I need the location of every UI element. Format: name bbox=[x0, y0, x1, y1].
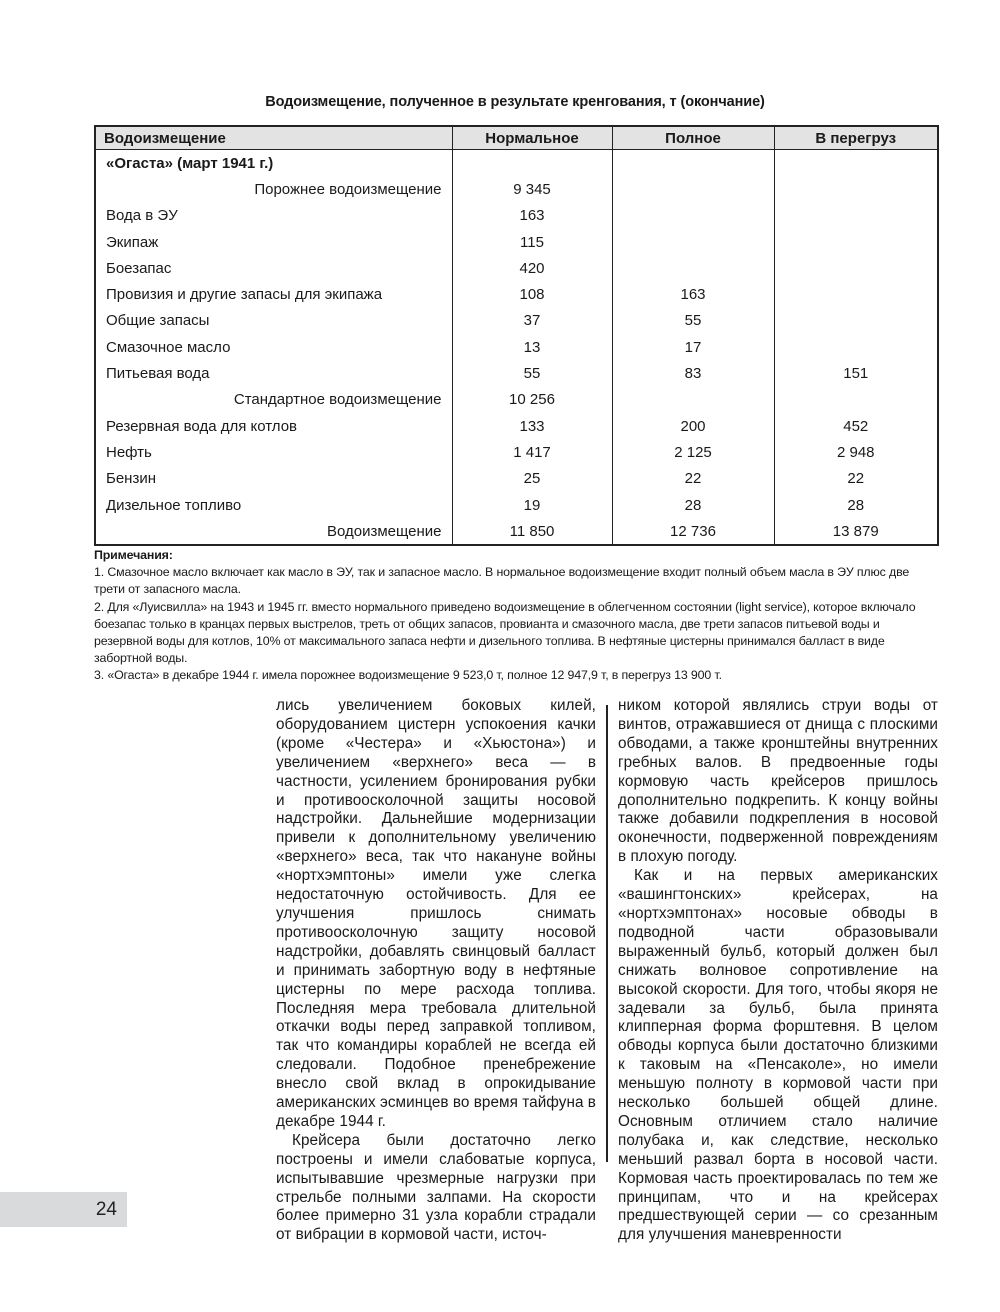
table-row bbox=[95, 439, 938, 465]
table-row bbox=[95, 281, 938, 307]
table-row bbox=[95, 518, 938, 545]
table-header-row bbox=[95, 126, 938, 150]
full-value bbox=[612, 229, 774, 255]
table-row bbox=[95, 176, 938, 202]
notes-title: Примечания: bbox=[94, 548, 173, 562]
column-header-full: Полное bbox=[612, 126, 774, 150]
note-item: 3. «Огаста» в декабре 1944 г. имела порожнее водоизмещение 9 523,0 т, полное 12 947,9 т, в перегруз 13 900 т. bbox=[94, 668, 722, 683]
displacement-table bbox=[94, 125, 939, 546]
overload-value bbox=[774, 176, 938, 202]
body-column-left bbox=[276, 697, 596, 1245]
page-number: 24 bbox=[95, 1199, 117, 1220]
column-header-displacement: Водоизмещение bbox=[95, 126, 452, 150]
notes-block bbox=[94, 547, 939, 685]
row-label: Экипаж bbox=[106, 233, 159, 251]
table-row bbox=[95, 255, 938, 281]
normal-value: 11 850 bbox=[452, 518, 612, 545]
page-number-tab bbox=[0, 1192, 127, 1227]
table-body bbox=[95, 150, 938, 546]
overload-value bbox=[774, 334, 938, 360]
normal-value: 9 345 bbox=[452, 176, 612, 202]
full-value: 200 bbox=[612, 413, 774, 439]
note-item: 1. Смазочное масло включает как масло в ЭУ, так и запасное масло. В нормальное водоизмещение входит полный объем масла в ЭУ плюс две трети от запасного масла. bbox=[94, 565, 910, 597]
normal-value: 1 417 bbox=[452, 439, 612, 465]
overload-value bbox=[774, 308, 938, 334]
body-column-right bbox=[618, 697, 938, 1245]
full-value: 12 736 bbox=[612, 518, 774, 545]
full-value: 55 bbox=[612, 308, 774, 334]
table-row bbox=[95, 492, 938, 518]
overload-value bbox=[774, 255, 938, 281]
full-value: 163 bbox=[612, 281, 774, 307]
overload-value bbox=[774, 387, 938, 413]
row-label: Общие запасы bbox=[106, 312, 210, 330]
normal-value: 13 bbox=[452, 334, 612, 360]
normal-value: 37 bbox=[452, 308, 612, 334]
table-row bbox=[95, 413, 938, 439]
overload-value: 13 879 bbox=[774, 518, 938, 545]
table-row bbox=[95, 203, 938, 229]
table-row bbox=[95, 229, 938, 255]
row-label: Смазочное масло bbox=[106, 338, 231, 356]
full-value: 28 bbox=[612, 492, 774, 518]
table-row bbox=[95, 360, 938, 386]
row-label: Провизия и другие запасы для экипажа bbox=[106, 286, 383, 304]
table-row bbox=[95, 387, 938, 413]
full-value bbox=[612, 387, 774, 413]
normal-value: 19 bbox=[452, 492, 612, 518]
column-divider bbox=[606, 705, 608, 1162]
overload-value bbox=[774, 229, 938, 255]
table-row bbox=[95, 334, 938, 360]
row-label: Вода в ЭУ bbox=[106, 207, 178, 225]
overload-value: 28 bbox=[774, 492, 938, 518]
overload-value: 151 bbox=[774, 360, 938, 386]
normal-value bbox=[452, 150, 612, 177]
paragraph: Как и на первых американских «вашингтонских» крейсерах, на «нортхэмптонах» носовые обводы в подводной части образовывали выраженный бульб, который должен был снижать волновое сопротивление на высокой скорости. Для того, чтобы якоря не задевали за бульб, была принята клипперная форма форштевня. В целом обводы корпуса были достаточно близкими к таковым на «Пенсаколе», но имели меньшую полноту в кормовой части при несколько большей общей длине. Основным отличием стало наличие полубака и, как следствие, несколько меньший развал борта в носовой части. Кормовая часть проектировалась по тем же принципам, что и на крейсерах предшествующей серии — со срезанным для улучшения маневренности bbox=[618, 867, 938, 1244]
row-label: Порожнее водоизмещение bbox=[254, 180, 442, 198]
full-value: 22 bbox=[612, 466, 774, 492]
table-row bbox=[95, 150, 938, 177]
normal-value: 25 bbox=[452, 466, 612, 492]
overload-value: 2 948 bbox=[774, 439, 938, 465]
row-label: Нефть bbox=[106, 443, 152, 461]
normal-value: 55 bbox=[452, 360, 612, 386]
row-label: Стандартное водоизмещение bbox=[233, 391, 442, 409]
full-value: 17 bbox=[612, 334, 774, 360]
full-value bbox=[612, 176, 774, 202]
row-label: Резервная вода для котлов bbox=[106, 417, 298, 435]
table-row bbox=[95, 308, 938, 334]
full-value bbox=[612, 150, 774, 177]
column-header-overload: В перегруз bbox=[774, 126, 938, 150]
row-label: Дизельное топливо bbox=[106, 496, 242, 514]
normal-value: 420 bbox=[452, 255, 612, 281]
overload-value bbox=[774, 281, 938, 307]
overload-value bbox=[774, 150, 938, 177]
full-value bbox=[612, 203, 774, 229]
note-item: 2. Для «Луисвилла» на 1943 и 1945 гг. вместо нормального приведено водоизмещение в облегченном состоянии (light service), которое включало боезапас только в кранцах первых выстрелов, треть от общих запасов, провианта и смазочного масла, две трети запасов питьевой воды и резервной воды для котлов, 10% от максимального запаса нефти и дизельного топлива. В нефтяные цистерны принимался балласт в виде забортной воды. bbox=[94, 599, 916, 666]
overload-value: 22 bbox=[774, 466, 938, 492]
normal-value: 108 bbox=[452, 281, 612, 307]
full-value: 83 bbox=[612, 360, 774, 386]
table-row bbox=[95, 466, 938, 492]
row-label: Питьевая вода bbox=[106, 365, 210, 383]
table-caption: Водоизмещение, полученное в результате кренгования, т (окончание) bbox=[265, 94, 765, 110]
paragraph: ником которой являлись струи воды от винтов, отражавшиеся от днища с плоскими обводами, а также кронштейны внутренних гребных валов. В предвоенные годы кормовую часть крейсеров пришлось дополнительно подкрепить. К концу войны также добавили подкрепления в носовой оконечности, подверженной повреждениям в плохую погоду. bbox=[618, 697, 938, 866]
row-label: Бензин bbox=[106, 470, 157, 488]
normal-value: 163 bbox=[452, 203, 612, 229]
normal-value: 133 bbox=[452, 413, 612, 439]
normal-value: 10 256 bbox=[452, 387, 612, 413]
overload-value bbox=[774, 203, 938, 229]
row-label: Водоизмещение bbox=[326, 522, 442, 540]
paragraph: Крейсера были достаточно легко построены и имели слабоватые корпуса, испытывавшие чрезмерные нагрузки при стрельбе полными залпами. На скорости более примерно 31 узла корабли страдали от вибрации в кормовой части, источ- bbox=[276, 1131, 596, 1244]
row-label: «Огаста» (март 1941 г.) bbox=[106, 154, 274, 172]
full-value: 2 125 bbox=[612, 439, 774, 465]
paragraph: лись увеличением боковых килей, оборудованием цистерн успокоения качки (кроме «Честера» и «Хьюстона») и увеличением «верхнего» веса — в частности, усилением бронирования рубки и противоосколочной защиты носовой надстройки. Дальнейшие модернизации привели к дополнительному увеличению «верхнего» веса, так что накануне войны «нортхэмптоны» имели уже слегка недостаточную остойчивость. Для ее улучшения пришлось снимать противоосколочную защиту носовой надстройки, добавлять свинцовый балласт и принимать забортную воду в нефтяные цистерны по мере расхода топлива. Последняя мера требовала длительной откачки воды перед заправкой топливом, так что командиры кораблей не всегда ей следовали. Подобное пренебрежение внесло свой вклад в опрокидывание американских эсминцев во время тайфуна в декабре 1944 г. bbox=[276, 697, 596, 1130]
row-label: Боезапас bbox=[106, 259, 172, 277]
normal-value: 115 bbox=[452, 229, 612, 255]
full-value bbox=[612, 255, 774, 281]
column-header-normal: Нормальное bbox=[452, 126, 612, 150]
overload-value: 452 bbox=[774, 413, 938, 439]
